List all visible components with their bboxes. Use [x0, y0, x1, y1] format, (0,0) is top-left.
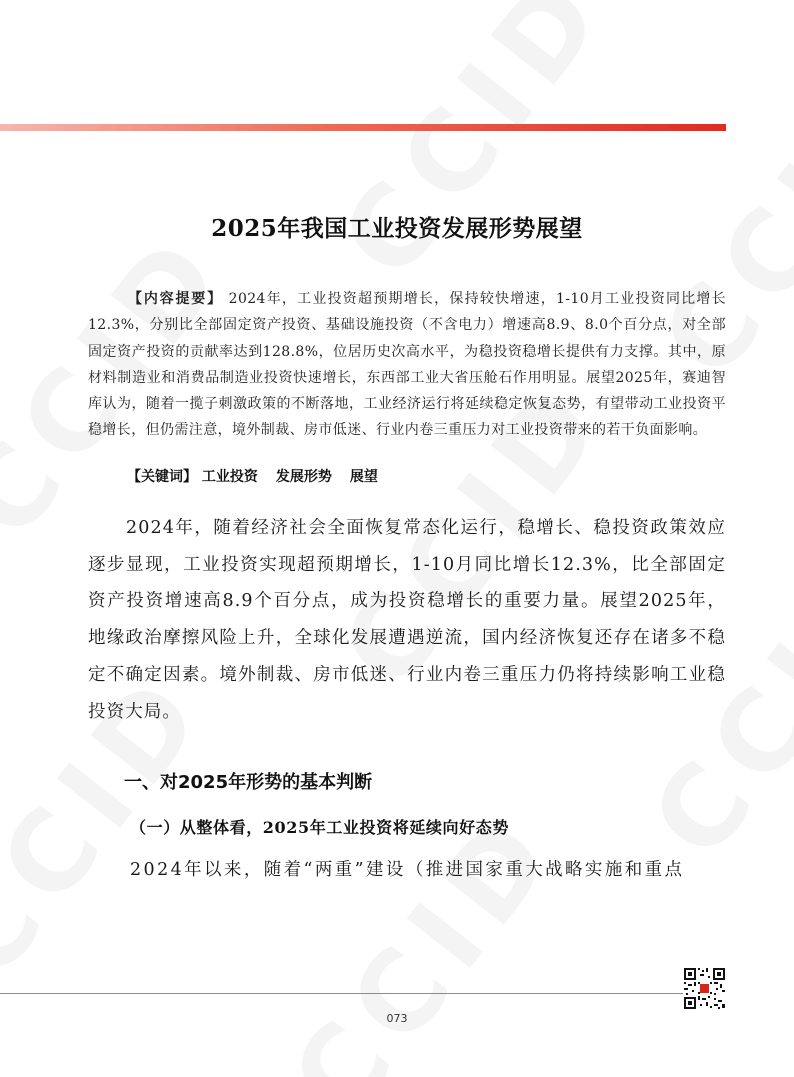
- qr-code-icon: [683, 967, 726, 1010]
- keyword-term: 展望: [349, 469, 378, 485]
- abstract-label: 【内容提要】: [128, 291, 223, 307]
- keywords-line: [127, 466, 396, 486]
- document-title: 2025年我国工业投资发展形势展望: [211, 215, 583, 242]
- page-number: 073: [386, 1012, 408, 1025]
- abstract-text: 2024年，工业投资超预期增长，保持较快增速，1-10月工业投资同比增长12.3%，分别比全部固定资产投资、基础设施投资（不含电力）增速高8.9、8.0个百分点，对全部固定资产投资的贡献率达到128.8%，位居历史次高水平，为稳投资稳增长提供有力支撑。其中，原材料制造业和消费品制造业投资快速增长，东西部工业大省压舱石作用明显。展望2025年，赛迪智库认为，随着一揽子刺激政策的不断落地，工业经济运行将延续稳定恢复态势，有望带动工业投资平稳增长，但仍需注意，境外制裁、房市低迷、行业内卷三重压力对工业投资带来的若干负面影响。: [88, 291, 727, 439]
- header-accent-rule: [0, 124, 726, 131]
- abstract-paragraph: [88, 286, 726, 444]
- intro-paragraph: 2024年，随着经济社会全面恢复常态化运行，稳增长、稳投资政策效应逐步显现，工业投资实现超预期增长，1-10月同比增长12.3%，比全部固定资产投资增速高8.9个百分点，成为投资稳增长的重要力量。展望2025年，地缘政治摩擦风险上升，全球化发展遭遇逆流，国内经济恢复还存在诸多不稳定不确定因素。境外制裁、房市低迷、行业内卷三重压力仍将持续影响工业稳投资大局。: [88, 518, 726, 722]
- watermark-text: [317, 0, 633, 301]
- footer-rule: [0, 993, 683, 994]
- keywords-label: 【关键词】: [127, 469, 197, 485]
- section-paragraph: 2024年以来，随着“两重”建设（推进国家重大战略实施和重点: [130, 860, 685, 880]
- keyword-term: 发展形势: [275, 469, 332, 485]
- section-heading: 一、对2025年形势的基本判断: [124, 772, 373, 793]
- keyword-term: 工业投资: [201, 469, 258, 485]
- subsection-heading: （一）从整体看，2025年工业投资将延续向好态势: [130, 818, 509, 837]
